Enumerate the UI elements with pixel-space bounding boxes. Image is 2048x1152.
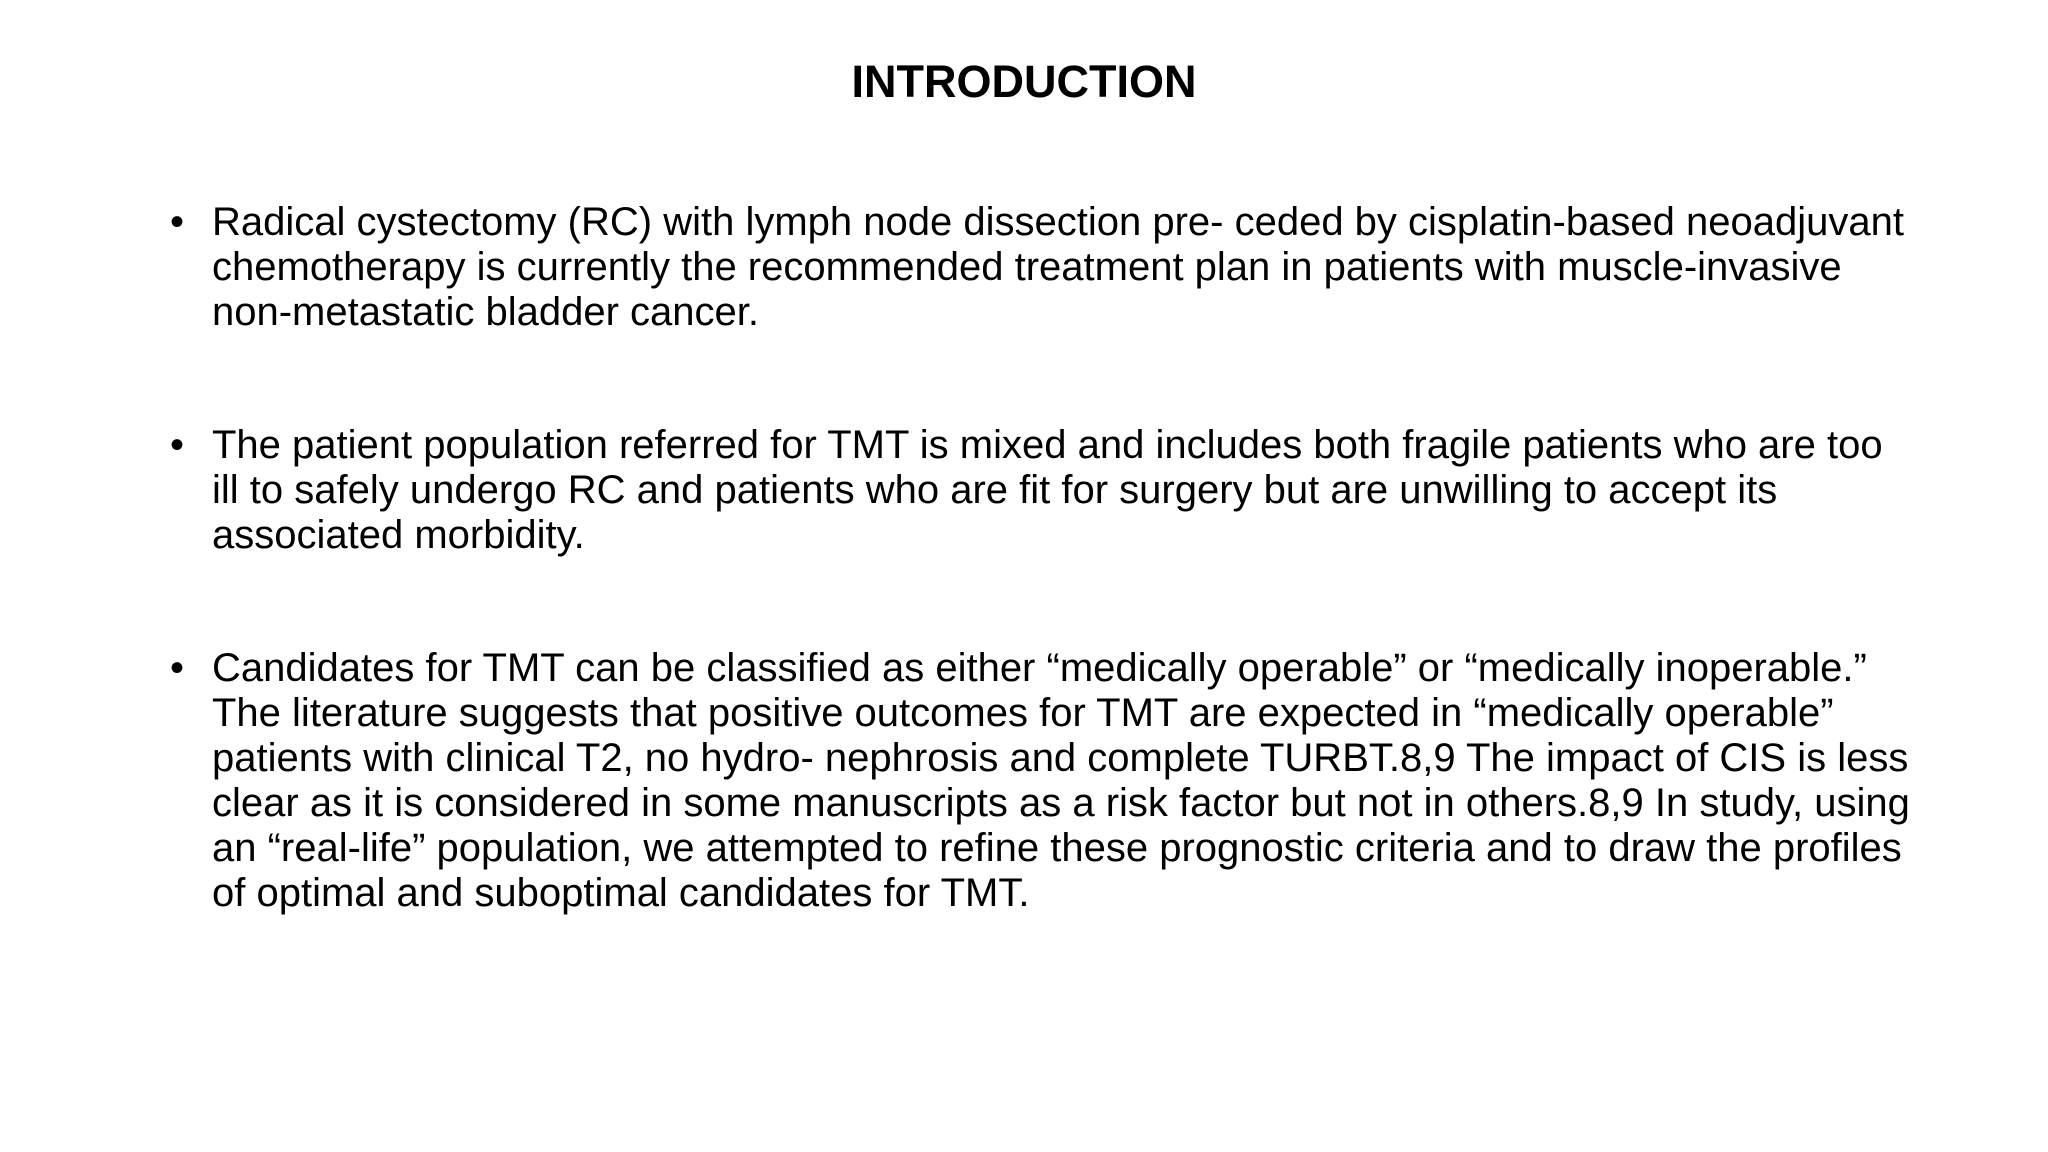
bullet-marker-icon: • [170,200,185,244]
bullet-text: Candidates for TMT can be classified as either “medically operable” or “medically inoperable.” The literature suggests that positive outcomes for TMT are expected in “medically operable” patients with clinical T2, no hydro- nephrosis and complete TURBT.8,9 The impact of CIS is less clear as it is considered in some manuscripts as a risk factor but not in others.8,9 In study, using an “real-life” population, we attempted to refine these prognostic criteria and to draw the profiles of optimal and suboptimal candidates for TMT. [212,646,1910,915]
bullet-list [170,200,1910,916]
bullet-item-tmt-population [170,423,1910,558]
bullet-marker-icon: • [170,646,185,690]
bullet-marker-icon: • [170,423,185,467]
slide-title: INTRODUCTION [851,56,1197,107]
bullet-item-tmt-candidates [170,646,1910,916]
bullet-text: Radical cystectomy (RC) with lymph node dissection pre- ceded by cisplatin-based neoadjuvant chemotherapy is currently the recommended treatment plan in patients with muscle-invasive non-metastatic bladder cancer. [212,200,1904,334]
bullet-item-rc-treatment [170,200,1910,335]
bullet-text: The patient population referred for TMT is mixed and includes both fragile patients who are too ill to safely undergo RC and patients who are fit for surgery but are unwilling to accept its associated morbidity. [212,423,1883,557]
